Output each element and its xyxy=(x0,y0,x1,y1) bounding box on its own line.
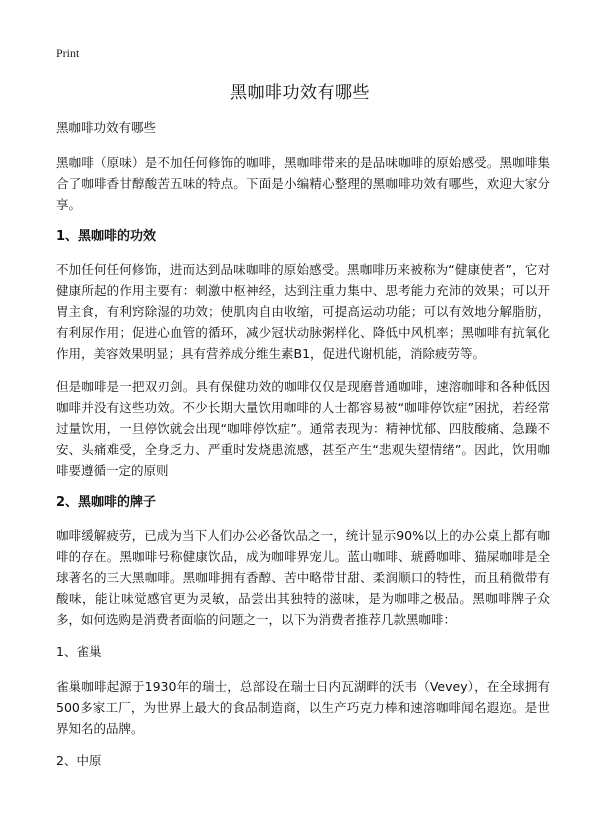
brand-heading-zhongyuan: 2、中原 xyxy=(56,753,102,768)
article-subtitle: 黑咖啡功效有哪些 xyxy=(56,120,157,135)
print-link[interactable]: Print xyxy=(56,46,80,60)
intro-paragraph: 黑咖啡（原味）是不加任何修饰的咖啡，黑咖啡带来的是品味咖啡的原始感受。黑咖啡集合了咖啡香甘醇酸苦五味的特点。下面是小编精心整理的黑咖啡功效有哪些，欢迎大家分享。 xyxy=(56,155,550,212)
section-heading-effects: 1、黑咖啡的功效 xyxy=(56,229,157,244)
brands-paragraph: 咖啡缓解疲劳，已成为当下人们办公必备饮品之一，统计显示90%以上的办公桌上都有咖啡的存在。黑咖啡号称健康饮品，成为咖啡界宠儿。蓝山咖啡、琥爵咖啡、猫屎咖啡是全球著名的三大黑咖啡。黑咖啡拥有香醇、苦中略带甘甜、柔润顺口的特性，而且稍微带有酸味，能让味觉感官更为灵敏，品尝出其独特的滋味，是为咖啡之极品。黑咖啡牌子众多，如何选购是消费者面临的问题之一，以下为消费者推荐几款黑咖啡： xyxy=(56,528,550,627)
effects-paragraph: 不加任何任何修饰，进而达到品味咖啡的原始感受。黑咖啡历来被称为“健康使者”，它对健康所起的作用主要有：刺激中枢神经，达到注重力集中、思考能力充沛的效果；可以开胃主食，有利窍除湿的功效；使肌肉自由收缩，可提高运动功能；可以有效地分解脂肪，有利尿作用；促进心血管的循环，减少冠状动脉粥样化、降低中风机率；黑咖啡有抗氧化作用，美容效果明显；具有营养成分维生素B1，促进代谢机能，消除疲劳等。 xyxy=(56,262,550,361)
article-body xyxy=(56,118,550,785)
section-heading-brands: 2、黑咖啡的牌子 xyxy=(56,495,157,510)
brand-text-nestle: 雀巢咖啡起源于1930年的瑞士，总部设在瑞士日内瓦湖畔的沃韦（Vevey），在全球拥有500多家工厂，为世界上最大的食品制造商，以生产巧克力棒和速溶咖啡闻名遐迩。是世界知名的品牌。 xyxy=(56,679,550,736)
brand-heading-nestle: 1、雀巢 xyxy=(56,644,102,659)
effects-paragraph: 但是咖啡是一把双刃剑。具有保健功效的咖啡仅仅是现磨普通咖啡，速溶咖啡和各种低因咖啡并没有这些功效。不少长期大量饮用咖啡的人士都容易被“咖啡停饮症”困扰，若经常过量饮用，一旦停饮就会出现“咖啡停饮症”。通常表现为：精神忧郁、四肢酸痛、急躁不安、头痛难受，全身乏力、严重时发烧患流感，甚至产生“悲观失望情绪”。因此，饮用咖啡要遵循一定的原则 xyxy=(56,379,550,478)
page-title: 黑咖啡功效有哪些 xyxy=(230,83,370,103)
